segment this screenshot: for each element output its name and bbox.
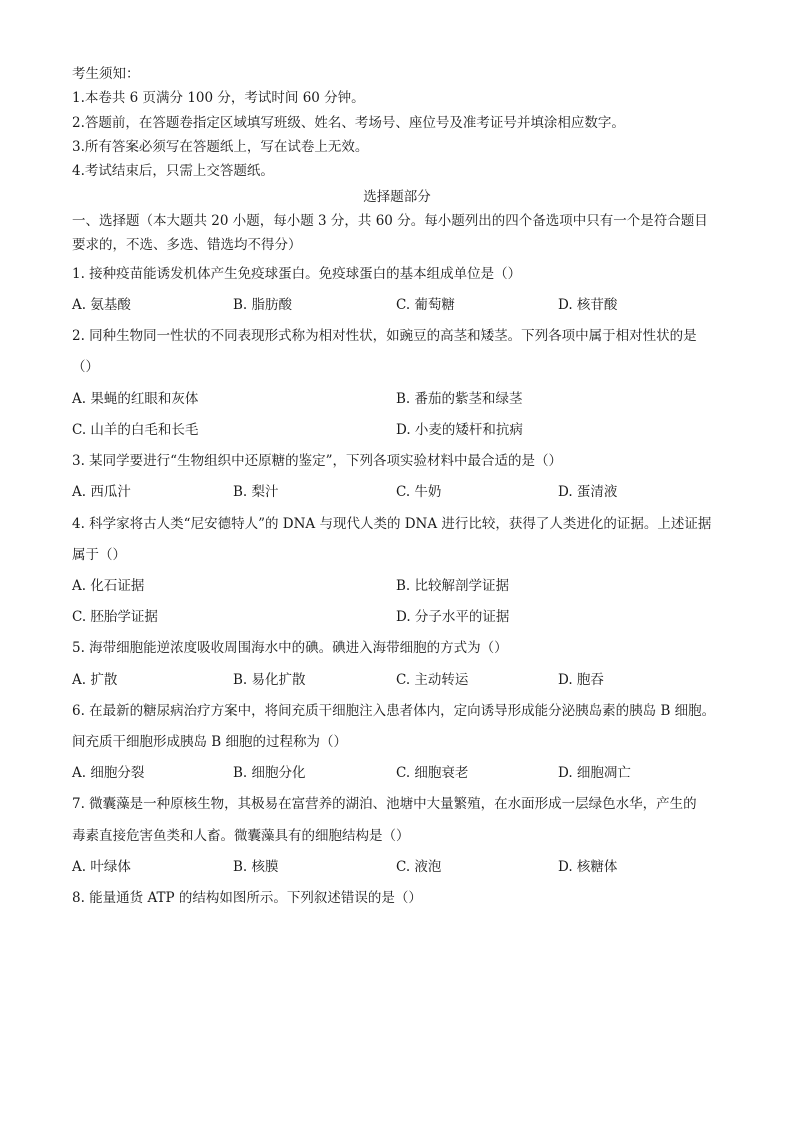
notice-heading: 考生须知： — [72, 66, 140, 82]
section-title: 选择题部分 — [363, 189, 431, 205]
q6-option-a[interactable]: A. 细胞分裂 — [72, 765, 145, 781]
q5-option-c[interactable]: C. 主动转运 — [396, 672, 469, 688]
q2-option-a[interactable]: A. 果蝇的红眼和灰体 — [72, 391, 199, 407]
notice-item-2: 2.答题前，在答题卷指定区域填写班级、姓名、考场号、座位号及准考证号并填涂相应数字。 — [72, 115, 625, 131]
question-7-stem-cont: 毒素直接危害鱼类和人畜。微囊藻具有的细胞结构是（） — [72, 828, 410, 844]
q1-option-d[interactable]: D. 核苷酸 — [558, 297, 618, 313]
q2-option-b[interactable]: B. 番茄的紫茎和绿茎 — [396, 391, 523, 407]
q6-option-b[interactable]: B. 细胞分化 — [233, 765, 306, 781]
question-6-stem: 6. 在最新的糖尿病治疗方案中，将间充质干细胞注入患者体内，定向诱导形成能分泌胰岛素的胰岛 B 细胞。 — [72, 703, 716, 719]
question-1-stem: 1. 接种疫苗能诱发机体产生免疫球蛋白。免疫球蛋白的基本组成单位是（） — [72, 266, 522, 282]
q5-option-d[interactable]: D. 胞吞 — [558, 672, 604, 688]
q3-option-b[interactable]: B. 梨汁 — [233, 484, 279, 500]
question-4-stem-cont: 属于（） — [72, 547, 126, 563]
q4-option-c[interactable]: C. 胚胎学证据 — [72, 609, 158, 625]
instructions-line-2: 要求的，不选、多选、错选均不得分） — [72, 237, 302, 253]
q3-option-c[interactable]: C. 牛奶 — [396, 484, 442, 500]
q3-option-d[interactable]: D. 蛋清液 — [558, 484, 618, 500]
q7-option-d[interactable]: D. 核糖体 — [558, 859, 618, 875]
question-7-stem: 7. 微囊藻是一种原核生物，其极易在富营养的湖泊、池塘中大量繁殖，在水面形成一层绿色水华，产生的 — [72, 796, 697, 812]
q5-option-a[interactable]: A. 扩散 — [72, 672, 118, 688]
question-4-stem: 4. 科学家将古人类“尼安德特人”的 DNA 与现代人类的 DNA 进行比较，获得了人类进化的证据。上述证据 — [72, 516, 712, 532]
question-2-stem-cont: （） — [72, 359, 99, 375]
q4-option-b[interactable]: B. 比较解剖学证据 — [396, 578, 510, 594]
q1-option-a[interactable]: A. 氨基酸 — [72, 297, 131, 313]
q4-option-d[interactable]: D. 分子水平的证据 — [396, 609, 510, 625]
q3-option-a[interactable]: A. 西瓜汁 — [72, 484, 131, 500]
q5-option-b[interactable]: B. 易化扩散 — [233, 672, 306, 688]
question-6-stem-cont: 间充质干细胞形成胰岛 B 细胞的过程称为（） — [72, 734, 348, 750]
q4-option-a[interactable]: A. 化石证据 — [72, 578, 145, 594]
notice-item-3: 3.所有答案必须写在答题纸上，写在试卷上无效。 — [72, 139, 369, 155]
question-8-stem: 8. 能量通货 ATP 的结构如图所示。下列叙述错误的是（） — [72, 890, 422, 906]
q7-option-c[interactable]: C. 液泡 — [396, 859, 442, 875]
q1-option-c[interactable]: C. 葡萄糖 — [396, 297, 455, 313]
notice-item-1: 1.本卷共 6 页满分 100 分，考试时间 60 分钟。 — [72, 90, 365, 106]
question-2-stem: 2. 同种生物同一性状的不同表现形式称为相对性状，如豌豆的高茎和矮茎。下列各项中属于相对性状的是 — [72, 328, 697, 344]
q7-option-a[interactable]: A. 叶绿体 — [72, 859, 131, 875]
q2-option-c[interactable]: C. 山羊的白毛和长毛 — [72, 422, 199, 438]
q2-option-d[interactable]: D. 小麦的矮杆和抗病 — [396, 422, 523, 438]
q6-option-c[interactable]: C. 细胞衰老 — [396, 765, 469, 781]
q7-option-b[interactable]: B. 核膜 — [233, 859, 279, 875]
instructions-line-1: 一、选择题（本大题共 20 小题，每小题 3 分，共 60 分。每小题列出的四个备选项中只有一个是符合题目 — [72, 213, 708, 229]
question-3-stem: 3. 某同学要进行“生物组织中还原糖的鉴定”，下列各项实验材料中最合适的是（） — [72, 453, 562, 469]
question-5-stem: 5. 海带细胞能逆浓度吸收周围海水中的碘。碘进入海带细胞的方式为（） — [72, 640, 508, 656]
q6-option-d[interactable]: D. 细胞凋亡 — [558, 765, 631, 781]
q1-option-b[interactable]: B. 脂肪酸 — [233, 297, 293, 313]
notice-item-4: 4.考试结束后，只需上交答题纸。 — [72, 163, 274, 179]
